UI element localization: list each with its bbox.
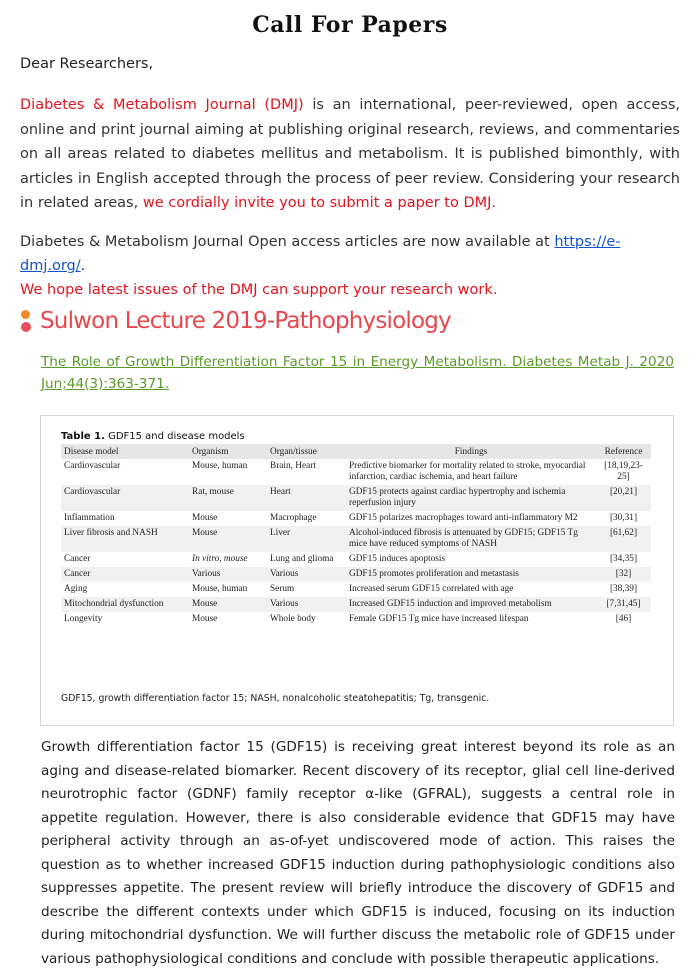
cell-organism: Various [189, 567, 267, 582]
header-disease-model: Disease model [61, 444, 189, 459]
cell-disease-model: Cancer [61, 567, 189, 582]
greeting: Dear Researchers, [20, 56, 154, 72]
journal-name: Diabetes & Metabolism Journal (DMJ) [20, 97, 304, 113]
cell-organ-tissue: Brain, Heart [270, 461, 316, 471]
cell-organism: Mouse [192, 513, 218, 523]
cell-disease-model: Cardiovascular [61, 485, 189, 511]
cell-findings: Female GDF15 Tg mice have increased lifespan [349, 614, 529, 624]
access-text: Diabetes & Metabolism Journal Open access articles are now available at [20, 234, 555, 250]
cell-organism: Mouse, human [192, 461, 248, 471]
access-paragraph [20, 230, 680, 302]
access-after-link: . [80, 258, 86, 274]
table-row [61, 526, 651, 552]
table-row [61, 597, 651, 612]
intro-paragraph [20, 93, 680, 216]
cell-findings: GDF15 induces apoptosis [349, 554, 446, 564]
cell-organ-tissue: Whole body [270, 614, 316, 624]
table-figure [40, 415, 674, 726]
hope-text: We hope latest issues of the DMJ can support your research work. [20, 282, 498, 298]
cell-reference: [32] [596, 567, 651, 582]
cell-findings: Increased GDF15 induction and improved metabolism [346, 597, 596, 612]
table-caption-label: Table 1. [61, 431, 105, 442]
table-row [61, 612, 651, 627]
table-row [61, 552, 651, 567]
cell-disease-model: Inflammation [64, 513, 115, 523]
cell-organism: Mouse [189, 526, 267, 552]
table-caption [61, 431, 245, 442]
cell-reference: [7,31,45] [596, 597, 651, 612]
cell-reference: [20,21] [596, 485, 651, 511]
header-reference: Reference [596, 444, 651, 459]
article-link[interactable]: The Role of Growth Differentiation Factor 15 in Energy Metabolism. Diabetes Metab J. 2020 Jun;44(3):363-371. [41, 354, 674, 392]
cell-organ-tissue: Various [267, 567, 346, 582]
header-findings: Findings [346, 444, 596, 459]
cell-reference: [18,19,23-25] [604, 461, 643, 482]
cell-organ-tissue: Heart [267, 485, 346, 511]
cell-disease-model: Cancer [64, 554, 91, 564]
cell-reference: [38,39] [609, 584, 638, 594]
cell-findings: Increased serum GDF15 correlated with age [349, 584, 514, 594]
cell-reference: [30,31] [609, 513, 638, 523]
cell-disease-model: Aging [64, 584, 88, 594]
cell-organism: Mouse [189, 597, 267, 612]
section-bullet-icon [18, 306, 34, 336]
cell-disease-model: Cardiovascular [64, 461, 121, 471]
cell-organ-tissue: Macrophage [270, 513, 317, 523]
table-row [61, 459, 651, 485]
cell-disease-model: Longevity [64, 614, 103, 624]
cell-reference: [61,62] [596, 526, 651, 552]
header-organ-tissue: Organ/tissue [267, 444, 346, 459]
cell-findings: Predictive biomarker for mortality related to stroke, myocardial infarction, cardiac ischemia, and heart failure [349, 461, 586, 482]
abstract-paragraph: Growth differentiation factor 15 (GDF15) is receiving great interest beyond its role as an aging and disease-related biomarker. Recent discovery of its receptor, glial cell line-derived neurotrophic factor (GDNF) family receptor α-like (GFRAL), suggests a central role in appetite regulation. However, there is also considerable evidence that GDF15 may have peripheral activity through an as-of-yet undiscovered mode of action. This raises the question as to whether increased GDF15 induction during pathophysiologic conditions also suppresses appetite. The present review will briefly introduce the discovery of GDF15 and describe the different contexts under which GDF15 is induced, focusing on its induction during mitochondrial dysfunction. We will further discuss the metabolic role of GDF15 under various pathophysiological conditions and conclude with possible therapeutic applications. [41, 739, 675, 967]
section-title: Sulwon Lecture 2019-Pathophysiology [40, 308, 451, 334]
cell-organism: Mouse, human [192, 584, 248, 594]
intro-body: is an international, peer-reviewed, open access, online and print journal aiming at publishing original research, reviews, and commentaries on all areas related to diabetes mellitus and metabolism. It is published bimonthly, with articles in English accepted through the process of peer review. Considering your research in related areas, [20, 97, 680, 211]
header-organism: Organism [189, 444, 267, 459]
table-caption-text: GDF15 and disease models [104, 431, 245, 442]
cell-organism: Rat, mouse [189, 485, 267, 511]
cell-findings: GDF15 promotes proliferation and metastasis [346, 567, 596, 582]
table-row [61, 485, 651, 511]
table-header-row [61, 444, 651, 459]
table-row [61, 582, 651, 597]
cell-reference: [46] [615, 614, 632, 624]
section-header [18, 304, 451, 338]
cell-organism: Mouse [192, 614, 218, 624]
table-row [61, 567, 651, 582]
cell-organism: In vitro, mouse [192, 554, 248, 564]
table-row [61, 511, 651, 526]
cell-findings: GDF15 protects against cardiac hypertrophy and ischemia reperfusion injury [346, 485, 596, 511]
cell-reference: [34,35] [609, 554, 638, 564]
cell-findings: GDF15 polarizes macrophages toward anti-inflammatory M2 [349, 513, 578, 523]
cell-findings: Alcohol-induced fibrosis is attenuated by GDF15; GDF15 Tg mice have reduced symptoms of NASH [346, 526, 596, 552]
cell-disease-model: Liver fibrosis and NASH [61, 526, 189, 552]
gdf15-table [61, 444, 651, 627]
journal-website-link[interactable]: https://e-dmj.org/ [20, 234, 621, 274]
cell-organ-tissue: Liver [267, 526, 346, 552]
table-footnote: GDF15, growth differentiation factor 15; NASH, nonalcoholic steatohepatitis; Tg, transgenic. [61, 693, 490, 704]
invitation-text: we cordially invite you to submit a paper to DMJ. [142, 195, 497, 211]
cell-organ-tissue: Lung and glioma [270, 554, 334, 564]
cell-organ-tissue: Various [267, 597, 346, 612]
page-title: Call For Papers [252, 12, 448, 38]
cell-organ-tissue: Serum [270, 584, 295, 594]
cell-disease-model: Mitochondrial dysfunction [61, 597, 189, 612]
